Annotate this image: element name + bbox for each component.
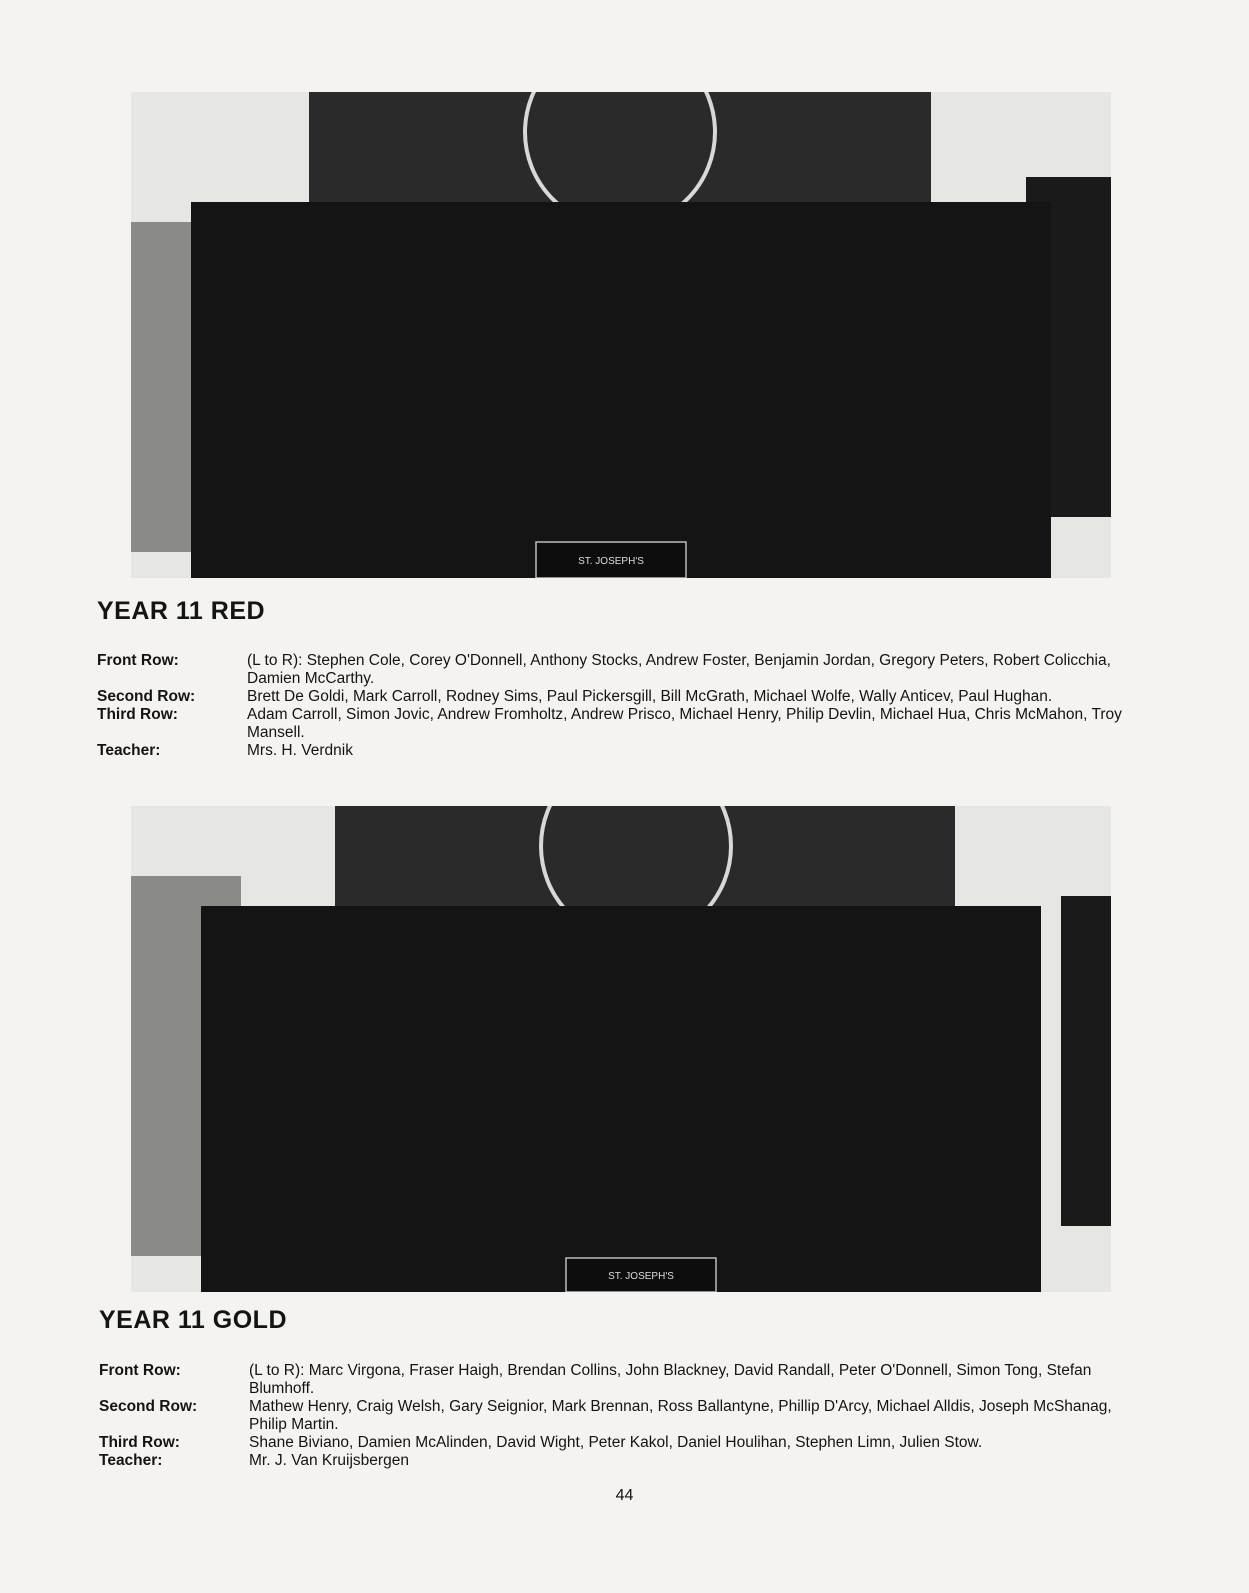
row-label: Second Row: xyxy=(97,688,196,705)
row-names: Adam Carroll, Simon Jovic, Andrew Fromholtz, Andrew Prisco, Michael Henry, Philip Devlin, Michael Hua, Chris McMahon, Troy Mansell. xyxy=(247,706,1122,741)
row-label: Front Row: xyxy=(99,1362,181,1379)
caption-year-11-gold xyxy=(99,1362,1152,1470)
row-names: (L to R): Stephen Cole, Corey O'Donnell, Anthony Stocks, Andrew Foster, Benjamin Jordan, Gregory Peters, Robert Colicchia, Damien McCarthy. xyxy=(247,652,1111,687)
caption-row xyxy=(99,1362,1152,1398)
row-names: (L to R): Marc Virgona, Fraser Haigh, Brendan Collins, John Blackney, David Randall, Peter O'Donnell, Simon Tong, Stefan Blumhoff. xyxy=(249,1362,1092,1397)
row-names: Shane Biviano, Damien McAlinden, David Wight, Peter Kakol, Daniel Houlihan, Stephen Limn, Julien Stow. xyxy=(249,1434,983,1451)
section-heading-red: YEAR 11 RED xyxy=(97,597,266,625)
photo-sign-text: ST. JOSEPH'S xyxy=(578,556,644,567)
class-photo-year-11-red xyxy=(131,92,1111,578)
caption-year-11-red xyxy=(97,652,1152,760)
students-group xyxy=(201,906,1041,1292)
page-number: 44 xyxy=(615,1487,634,1504)
row-label: Third Row: xyxy=(97,706,178,723)
row-label: Front Row: xyxy=(97,652,179,669)
row-label: Third Row: xyxy=(99,1434,180,1451)
caption-row xyxy=(97,652,1152,688)
caption-row xyxy=(97,706,1152,742)
caption-row xyxy=(99,1398,1152,1434)
caption-row xyxy=(99,1452,1152,1470)
row-names: Mr. J. Van Kruijsbergen xyxy=(249,1452,409,1469)
row-names: Brett De Goldi, Mark Carroll, Rodney Sims, Paul Pickersgill, Bill McGrath, Michael Wolfe, Wally Anticev, Paul Hughan. xyxy=(247,688,1053,705)
row-label: Teacher: xyxy=(97,742,161,759)
row-label: Second Row: xyxy=(99,1398,198,1415)
photo-sign-text: ST. JOSEPH'S xyxy=(608,1271,674,1282)
section-heading-gold: YEAR 11 GOLD xyxy=(99,1306,287,1334)
caption-row xyxy=(99,1434,1152,1452)
caption-row xyxy=(97,688,1152,706)
caption-row xyxy=(97,742,1152,760)
row-label: Teacher: xyxy=(99,1452,163,1469)
class-photo-year-11-gold xyxy=(131,806,1111,1292)
students-group xyxy=(191,202,1051,578)
row-names: Mathew Henry, Craig Welsh, Gary Seignior, Mark Brennan, Ross Ballantyne, Phillip D'Arcy, Michael Alldis, Joseph McShanag, Philip Martin. xyxy=(249,1398,1112,1433)
row-names: Mrs. H. Verdnik xyxy=(247,742,353,759)
